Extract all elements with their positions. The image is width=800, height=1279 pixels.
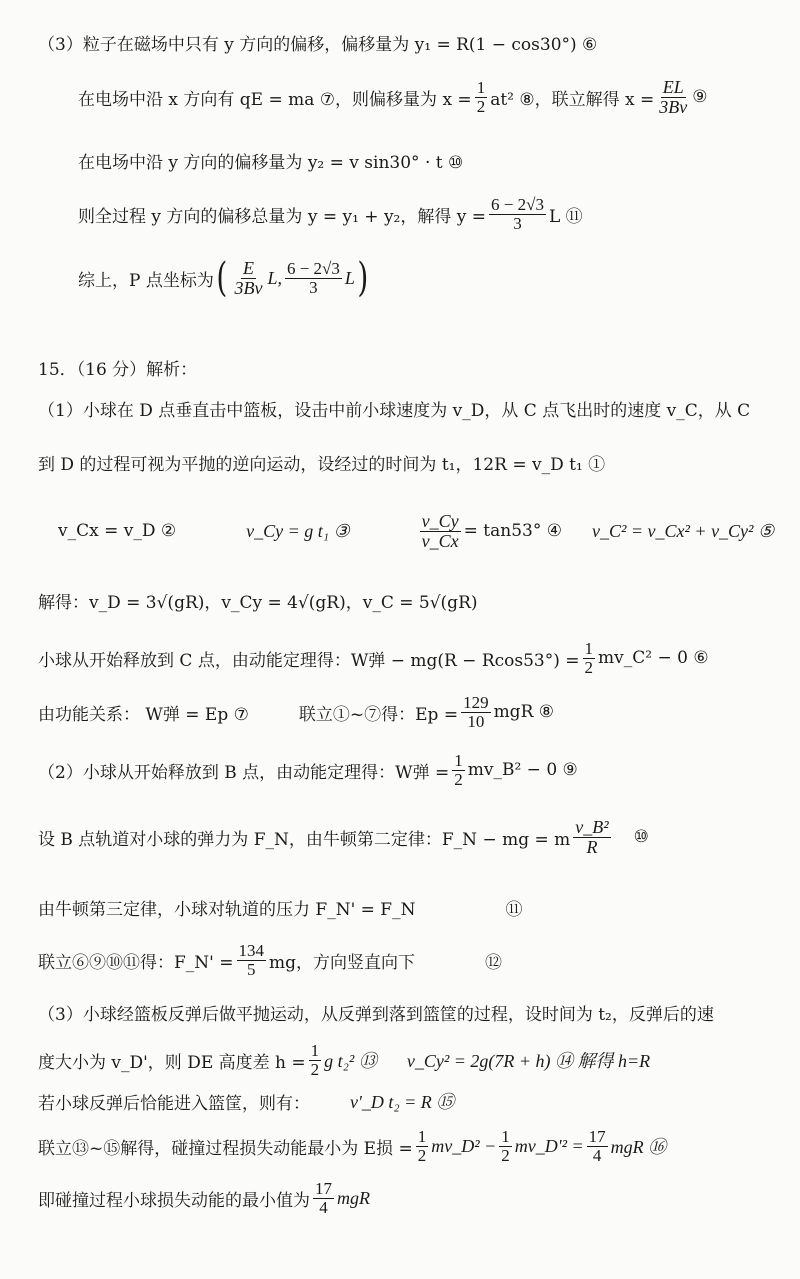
line-p-coordinates: 综上，P 点坐标为 ( $\frac{E}{3Bv}$ L, $\frac{6 - 2√3}{3}$ L ) (78, 255, 369, 301)
line-energy-relation: 由功能关系： W弹 = Ep ⑦ 联立①~⑦得：Ep = $\frac{129}{10}$ mgR ⑧ (38, 693, 555, 731)
line-velocity-relations: v_Cx = v_D ② v_Cy = g t₁ ③ $\frac{v\_Cy}{v\_Cx}$ = tan53° ④ v_C² = v_Cx² + v_Cy² ⑤ (58, 511, 775, 551)
line-part1-intro: （1）小球在 D 点垂直击中篮板，设击中前小球速度为 v_D，从 C 点飞出时的速度 v_C，从 C (38, 401, 751, 421)
fraction-half-c: $\frac{1}{2}$ (584, 639, 594, 677)
fraction-y-total: $\frac{6 - 2√3}{3}$ (491, 195, 544, 233)
fraction-half-h: $\frac{1}{2}$ (310, 1041, 320, 1079)
fraction-el-3bv: $\frac{EL}{3Bv}$ (659, 77, 688, 117)
fraction-17-4-a: $\frac{17}{4}$ (588, 1127, 606, 1165)
line-electric-y: 在电场中沿 y 方向的偏移量为 y₂ = v sin30° · t ⑩ (78, 153, 464, 173)
fraction-half: $\frac{1}{2}$ (476, 78, 486, 116)
line-reverse-projectile: 到 D 的过程可视为平抛的逆向运动，设经过的时间为 t₁，12R = v_D t₁ ① (38, 455, 606, 475)
fraction-half-b: $\frac{1}{2}$ (454, 751, 463, 789)
fraction-half-2: $\frac{1}{2}$ (501, 1127, 510, 1165)
line-part2-kinetic-b: （2）小球从开始释放到 B 点，由动能定理得：W弹 = $\frac{1}{2}$ mv_B² − 0 ⑨ (38, 751, 578, 789)
line-newton-second: 设 B 点轨道对小球的弹力为 F_N，由牛顿第二定律：F_N − mg = m $\frac{\text{v\_B²}}{R}$ ⑩ (38, 817, 649, 857)
left-paren: ( (216, 255, 228, 301)
line-min-energy-loss: 联立⑬~⑮解得，碰撞过程损失动能最小为 E损 = $\frac{1}{2}$ mv_D² − $\frac{1}{2}$ mv_D'² = $\frac{17}{4}$ mgR ⑯ (38, 1127, 667, 1165)
line-part3-rebound: （3）小球经篮板反弹后做平抛运动，从反弹到落到篮筐的过程，设时间为 t₂，反弹后的速 (38, 1005, 714, 1025)
line-final-answer: 即碰撞过程小球损失动能的最小值为 $\frac{17}{4}$ mgR (38, 1179, 370, 1217)
fraction-vb2-r: $\frac{\text{v\_B²}}{R}$ (575, 817, 609, 857)
line-newton-third: 由牛顿第三定律，小球对轨道的压力 F_N' = F_N ⑪ (38, 900, 523, 920)
line-electric-x: 在电场中沿 x 方向有 qE = ma ⑦，则偏移量为 x = $\frac{1}{2}$ at² ⑧，联立解得 x = $\frac{EL}{3Bv}$ ⑨ (78, 77, 708, 117)
line-normal-force-result: 联立⑥⑨⑩⑪得：F_N' = $\frac{134}{5}$ mg，方向竖直向下 ⑫ (38, 941, 503, 979)
right-paren: ) (357, 255, 369, 301)
line-total-y: 则全过程 y 方向的偏移总量为 y = y₁ + y₂，解得 y = $\frac{6 - 2√3}{3}$ L ⑪ (78, 195, 583, 233)
fraction-129-10: $\frac{129}{10}$ (463, 693, 489, 731)
line-q15-heading: 15．（16 分）解析： (38, 360, 198, 380)
fraction-17-4-b: $\frac{17}{4}$ (315, 1179, 332, 1217)
fraction-half-1: $\frac{1}{2}$ (417, 1127, 427, 1165)
fraction-vcy-vcx: $\frac{v\_Cy}{v\_Cx}$ (421, 511, 459, 551)
fraction-e-3bv: $\frac{E}{3Bv}$ (234, 257, 263, 298)
fraction-y-coord: $\frac{6 - 2√3}{3}$ (286, 258, 340, 297)
line-part3-magnetic: （3）粒子在磁场中只有 y 方向的偏移，偏移量为 y₁ = R(1 − cos30°) ⑥ (38, 35, 598, 55)
line-kinetic-energy-c: 小球从开始释放到 C 点，由动能定理得：W弹 − mg(R − Rcos53°) = $\frac{1}{2}$ mv_C² − 0 ⑥ (38, 639, 709, 677)
fraction-134-5: $\frac{134}{5}$ (238, 941, 264, 979)
line-height-difference: 度大小为 v_D'，则 DE 高度差 h = $\frac{1}{2}$ g t₂² ⑬ v_Cy² = 2g(7R + h) ⑭ 解得 h=R (38, 1041, 651, 1079)
line-solve-velocities: 解得：v_D = 3√(gR)，v_Cy = 4√(gR)，v_C = 5√(gR) (38, 593, 478, 613)
line-enter-basket: 若小球反弹后恰能进入篮筐，则有： v'_D t₂ = R ⑮ (38, 1092, 455, 1114)
